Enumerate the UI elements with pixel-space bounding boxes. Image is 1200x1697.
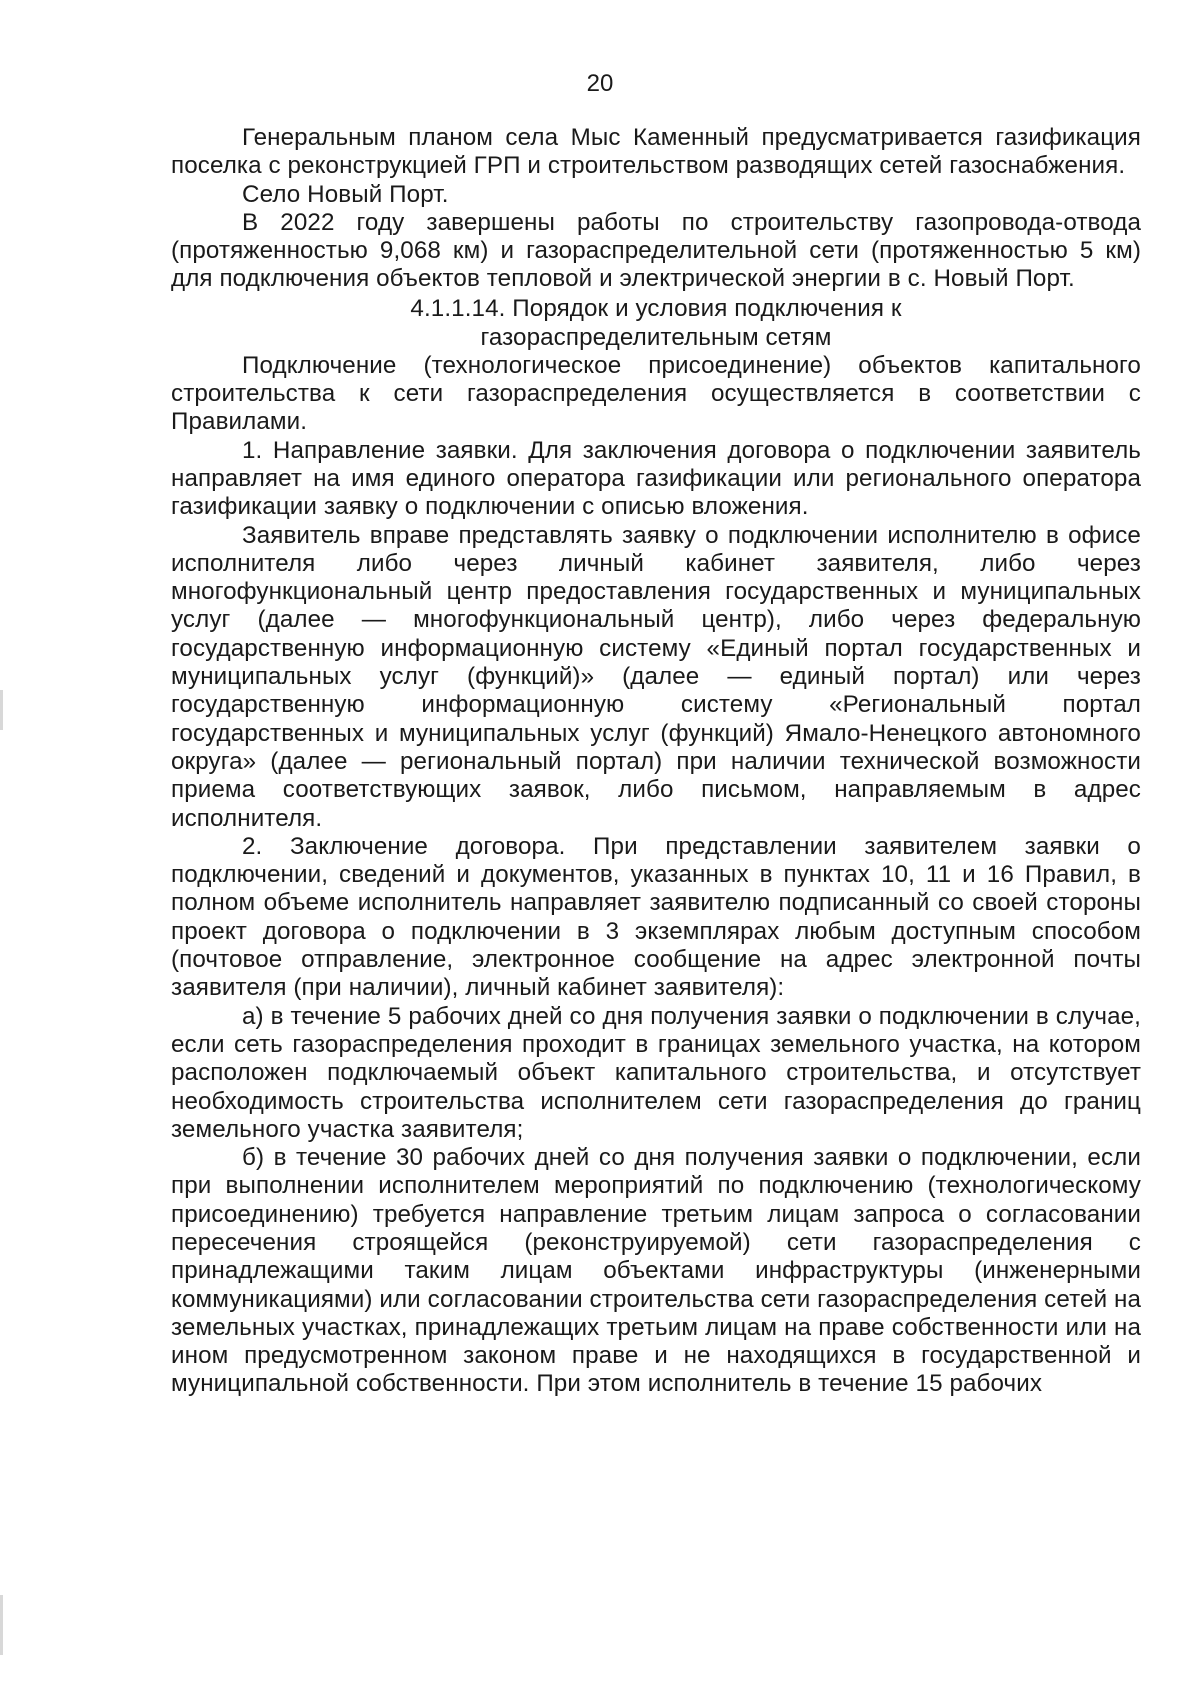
paragraph: 1. Направление заявки. Для заключения договора о подключении заявитель направляет на имя единого оператора газификации или регионального оператора газификации заявку о подключении с описью вложения. [171, 436, 1141, 521]
document-body [171, 124, 1141, 1399]
paragraph: а) в течение 5 рабочих дней со дня получения заявки о подключении в случае, если сеть газораспределения проходит в границах земельного участка, на котором расположен подключаемый объект капитального строительства, и отсутствует необходимость строительства исполнителем сети газораспределения до границ земельного участка заявителя; [171, 1002, 1141, 1143]
paragraph: Заявитель вправе представлять заявку о подключении исполнителю в офисе исполнителя либо через личный кабинет заявителя, либо через многофункциональный центр предоставления государственных и муниципальных услуг (далее — многофункциональный центр), либо через федеральную государственную информационную систему «Единый портал государственных и муниципальных услуг (функций)» (далее — единый портал) или через государственную информационную систему «Региональный портал государственных и муниципальных услуг (функций) Ямало-Ненецкого автономного округа» (далее — региональный портал) при наличии технической возможности приема соответствующих заявок, либо письмом, направляемым в адрес исполнителя. [171, 521, 1141, 832]
paragraph: 2. Заключение договора. При представлении заявителем заявки о подключении, сведений и документов, указанных в пунктах 10, 11 и 16 Правил, в полном объеме исполнитель направляет заявителю подписанный со своей стороны проект договора о подключении в 3 экземплярах любым доступным способом (почтовое отправление, электронное сообщение на адрес электронной почты заявителя (при наличии), личный кабинет заявителя): [171, 832, 1141, 1002]
paragraph: Генеральным планом села Мыс Каменный предусматривается газификация поселка с реконструкцией ГРП и строительством разводящих сетей газоснабжения. [171, 124, 1141, 180]
paragraph: Подключение (технологическое присоединение) объектов капитального строительства к сети газораспределения осуществляется в соответствии с Правилами. [171, 351, 1141, 436]
paragraph: Село Новый Порт. [242, 180, 449, 208]
paragraph: б) в течение 30 рабочих дней со дня получения заявки о подключении, если при выполнении исполнителем мероприятий по подключению (технологическому присоединению) требуется направление третьим лицам запроса о согласовании пересечения строящейся (реконструируемой) сети газораспределения с принадлежащими таким лицам объектами инфраструктуры (инженерными коммуникациями) или согласовании строительства сети газораспределения сетей на земельных участках, принадлежащих третьим лицам на праве собственности или на ином предусмотренном законом праве и не находящихся в государственной и муниципальной собственности. При этом исполнитель в течение 15 рабочих [171, 1144, 1142, 1398]
page-number: 20 [586, 70, 614, 97]
section-heading-line: газораспределительным сетям [480, 323, 832, 351]
paragraph: В 2022 году завершены работы по строительству газопровода-отвода (протяженностью 9,068 км) и газораспределительной сети (протяженностью 5 км) для подключения объектов тепловой и электрической энергии в с. Новый Порт. [171, 208, 1141, 293]
scan-edge-mark [0, 690, 3, 730]
scan-edge-mark [0, 1595, 3, 1655]
section-heading-line: 4.1.1.14. Порядок и условия подключения к [410, 294, 902, 322]
section-heading [171, 294, 1141, 352]
